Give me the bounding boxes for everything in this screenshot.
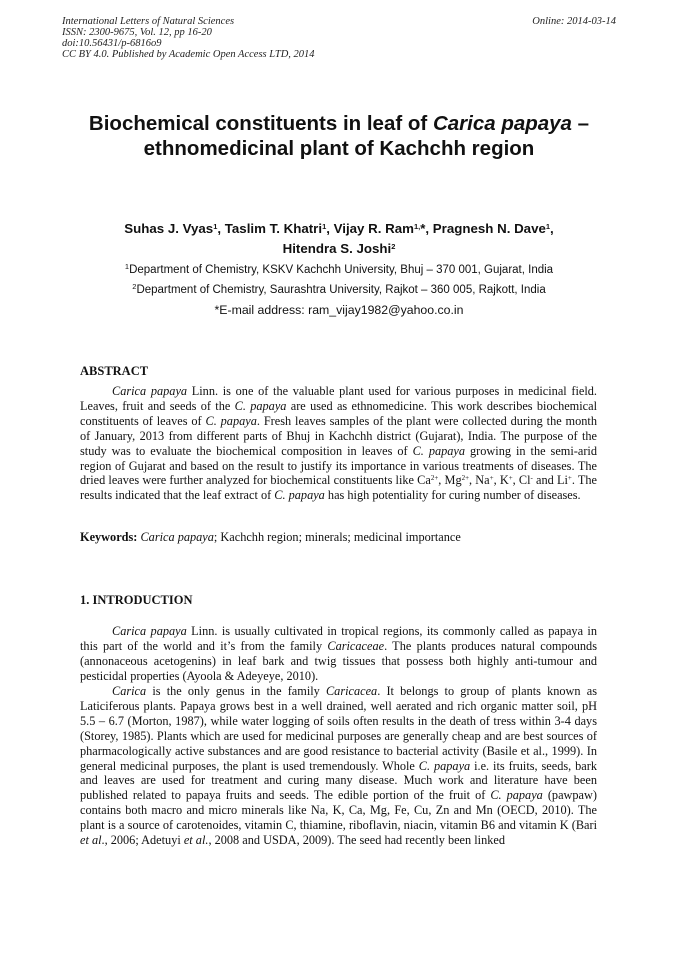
author: Taslim T. Khatri$^1$, [224, 221, 334, 236]
doi-line: doi:10.56431/p-6816o9 [62, 38, 162, 49]
paper-title: Biochemical constituents in leaf of Carica papaya – ethnomedicinal plant of Kachchh region [88, 112, 590, 160]
author-list [80, 219, 598, 259]
issn-line: ISSN: 2300-9675, Vol. 12, pp 16-20 [62, 27, 212, 38]
author: Vijay R. Ram$^{1,}$*, [333, 221, 433, 236]
title-species: Carica papaya [432, 112, 572, 135]
intro-paragraph-1: Carica papaya Linn. is usually cultivated in tropical regions, its commonly called as papaya in this part of the world and it’s from the family Caricaceae. The plants produces natural compounds (annonaceous acetogenins) in leaf bark and twig tissues that possess both highly anti-tumour and pesticidal properties (Ayoola & Adeyeye, 2010). [80, 624, 597, 683]
affiliation-1: $^1$Department of Chemistry, KSKV Kachchh University, Bhuj – 370 001, Gujarat, India [124, 262, 554, 276]
corresponding-email: *E-mail address: ram_vijay1982@yahoo.co.in [214, 303, 464, 317]
title-line-2: ethnomedicinal plant of Kachchh region [143, 137, 535, 160]
journal-name: International Letters of Natural Sciences [62, 16, 235, 27]
abstract-text: Carica papaya Linn. is one of the valuable plant used for various purposes in medicinal field. Leaves, fruit and seeds of the C. papaya are used as ethnomedicine. This work describes biochemical constituents of leaves of C. papaya. Fresh leaves samples of the plant were collected during the month of January, 2013 from different parts of Bhuj in Kachchh district (Gujarat), India. The purpose of the study was to evaluate the biochemical composition in leaves of C. papaya growing in the semi-arid region of Gujarat and based on the result to justify its importance in various treatments of diseases. The dried leaves were further analyzed for biochemical constituents like $Ca^{2+}$, $Mg^{2+}$, Na+, K+, Cl- and Li+. The results indicated that the leaf extract of C. papaya has high potentiality for curing number of diseases. [80, 384, 597, 503]
intro-paragraph-2: Carica is the only genus in the family Caricacea. It belongs to group of plants known as Laticiferous plants. Papaya grows best in a well drained, well aerated and rich organic matter soil, pH 5.5 – 6.7 (Morton, 1987), while water logging of soils often results in the death of tress within 3-4 days (Storey, 1985). Plants which are used for medicinal purposes are generally cheap and are best sources of pharmacologically active substances and are good resistance to bacterial activity (Basile et al., 1999). In general medicinal purposes, the plant is used tremendously. Whole C. papaya i.e. its fruits, seeds, bark and leaves are used for treatment and curing many disease. Much work and literature have been published related to papaya fruits and seeds. The edible portion of the fruit of C. papaya (pawpaw) contains both macro and micro minerals like Na, K, Ca, Mg, Fe, Cu, Zn and Mn (OECD, 2010). The plant is a source of carotenoides, vitamin C, thiamine, riboflavin, niacin, vitamin B6 and vitamin K (Bari et al., 2006; Adetuyi et al., 2008 and USDA, 2009). The seed had recently been linked [80, 684, 597, 848]
introduction-heading: 1. INTRODUCTION [80, 593, 193, 607]
author: Suhas J. Vyas$^1$, [124, 221, 225, 236]
keywords-label: Keywords: [80, 530, 138, 544]
abstract-heading: ABSTRACT [80, 364, 149, 378]
keywords: Keywords: Carica papaya; Kachchh region; minerals; medicinal importance [80, 530, 461, 544]
license-line: CC BY 4.0. Published by Academic Open Access LTD, 2014 [62, 49, 315, 60]
author: Hitendra S. Joshi$^2$ [282, 241, 396, 256]
online-date: Online: 2014-03-14 [532, 16, 616, 27]
author: Pragnesh N. Dave$^1$, [432, 221, 554, 236]
journal-header [62, 16, 315, 60]
affiliation-2: $^2$Department of Chemistry, Saurashtra University, Rajkot – 360 005, Rajkott, India [132, 282, 546, 296]
